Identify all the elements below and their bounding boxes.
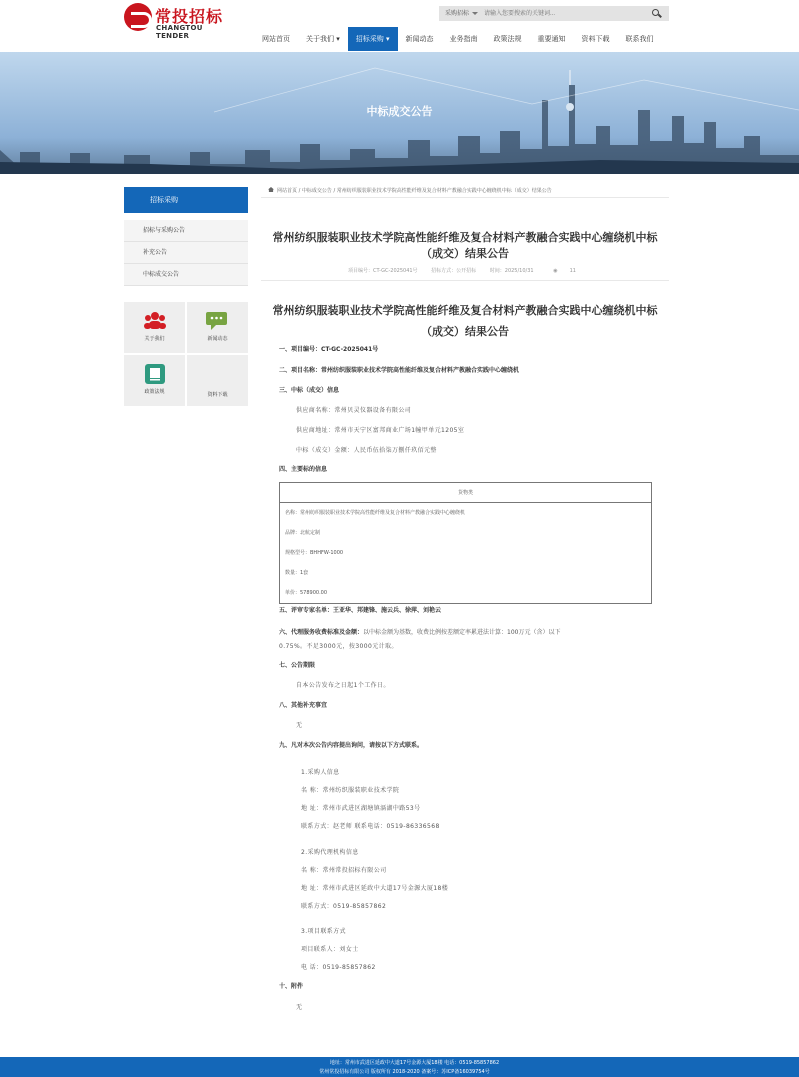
goods-table-header: 货物类 (280, 483, 651, 503)
breadcrumb-text[interactable]: 网站首页 / 中标成交公告 / 常州纺织服装职业技术学院高性能纤维及复合材料产教融合实践中心缠绕机中标（成交）结果公告 (277, 188, 552, 194)
section-notice-period: 七、公告期限 (279, 662, 316, 669)
supplier-name: 供应商名称：常州贝灵仪器设备有限公司 (296, 407, 412, 414)
people-icon (144, 311, 166, 329)
section-contact: 九、凡对本次公告内容提出询问，请按以下方式联系。 (279, 742, 424, 749)
logo-mark-icon (124, 3, 152, 31)
home-icon (268, 187, 274, 192)
quick-link-about[interactable] (124, 302, 185, 353)
site-logo[interactable] (124, 3, 234, 40)
service-fee-text-continued: 0.75%。不足3000元，按3000元计取。 (279, 643, 398, 650)
agency-info-title: 2.采购代理机构信息 (301, 849, 359, 856)
footer-address: 地址：常州市武进区延政中大道17号金源大厦18楼 电话：0519-85857862 (329, 1060, 500, 1066)
quick-links (124, 302, 248, 406)
quick-link-label: 资料下载 (207, 392, 228, 398)
section-main-items: 四、主要标的信息 (279, 466, 328, 473)
page-title: 常州纺织服装职业技术学院高性能纤维及复合材料产教融合实践中心缠绕机中标（成交）结果公告 (272, 231, 658, 260)
attachment-text: 无 (296, 1004, 303, 1011)
eye-icon: ◉ (553, 268, 558, 274)
nav-policy[interactable]: 政策法规 (493, 35, 522, 43)
section-project-number: 一、项目编号：CT-GC-2025041号 (279, 346, 379, 353)
middle-divider (261, 280, 669, 281)
section-award-info: 三、中标（成交）信息 (279, 387, 340, 394)
section-attachment: 十、附件 (279, 983, 304, 990)
sidebar-title: 招标采购 (124, 187, 248, 213)
section-service-fee (279, 627, 560, 636)
project-contact-person: 项目联系人：刘女士 (301, 946, 359, 953)
quick-link-label: 新闻动态 (207, 336, 228, 342)
notice-period-text: 自本公告发布之日起1个工作日。 (296, 682, 390, 689)
nav-contact[interactable]: 联系我们 (625, 35, 654, 43)
chat-icon (206, 312, 228, 330)
section-project-name: 二、项目名称：常州纺织服装职业技术学院高性能纤维及复合材料产教融合实践中心缠绕机 (279, 367, 520, 374)
award-amount: 中标（成交）金额：人民币伍拾柒万捌仟玖佰元整 (296, 447, 437, 454)
views-meta (547, 268, 582, 274)
quick-link-policy[interactable] (124, 355, 185, 406)
project-number-meta: 项目编号：CT-GC-2025041号 (348, 268, 418, 274)
sidebar (124, 187, 248, 286)
bid-method-meta: 招标方式：公开招标 (431, 268, 477, 274)
nav-home[interactable]: 网站首页 (262, 35, 290, 43)
search-button[interactable] (650, 8, 662, 19)
goods-brand-row: 品牌：北航定制 (285, 530, 321, 536)
project-contact-phone: 电 话：0519-85857862 (301, 964, 376, 971)
purchaser-info-title: 1.采购人信息 (301, 769, 340, 776)
search-bar (439, 6, 669, 21)
agency-contact: 联系方式：0519-85857862 (301, 903, 387, 910)
nav-tender[interactable]: 招标采购 ▾ (348, 27, 398, 51)
sidebar-item-tender-announcement[interactable]: 招标与采购公告 (124, 220, 248, 242)
goods-name-row: 名称：常州纺织服装职业技术学院高性能纤维及复合材料产教融合实践中心缠绕机 (285, 510, 466, 516)
nav-guide[interactable]: 业务指南 (449, 35, 478, 43)
section-other-matters: 八、其他补充事宜 (279, 702, 328, 709)
breadcrumb (268, 187, 552, 194)
goods-quantity-row: 数量：1套 (285, 570, 309, 576)
banner-title: 中标成交公告 (366, 105, 433, 118)
agency-address: 地 址：常州市武进区延政中大道17号金源大厦18楼 (301, 885, 449, 892)
other-matters-text: 无 (296, 722, 303, 729)
main-nav (254, 27, 662, 51)
logo-english-text: CHANGTOU TENDER (156, 24, 203, 40)
section-experts: 五、评审专家名单：王亚华、邦建锋、施云兵、徐萍、刘艳云 (279, 607, 442, 614)
top-divider (261, 197, 669, 198)
nav-about[interactable]: 关于我们 ▾ (306, 35, 340, 43)
quick-link-label: 关于我们 (144, 336, 165, 342)
agency-name: 名 称：常州常投招标有限公司 (301, 867, 387, 874)
purchaser-contact: 联系方式：赵老师 联系电话：0519-86336568 (301, 823, 440, 830)
footer-copyright: 常州常投招标有限公司 版权所有 2018-2020 备案号：苏ICP备16039754号 (319, 1069, 490, 1075)
quick-link-news[interactable] (187, 302, 248, 353)
nav-news[interactable]: 新闻动态 (405, 35, 434, 43)
goods-table (279, 482, 652, 604)
service-fee-text: 以中标金额为基数，收费比例按差额定率累进法计算：100万元（含）以下 (363, 629, 561, 636)
header (0, 0, 799, 52)
purchaser-name: 名 称：常州纺织服装职业技术学院 (301, 787, 400, 794)
search-input[interactable] (484, 8, 646, 19)
article-meta (261, 267, 669, 274)
sidebar-item-supplement[interactable]: 补充公告 (124, 242, 248, 264)
goods-price-row: 单价：578900.00 (285, 590, 328, 596)
book-icon (145, 364, 165, 384)
sidebar-list (124, 220, 248, 286)
nav-notice[interactable]: 重要通知 (537, 35, 566, 43)
view-count: 11 (569, 268, 576, 274)
footer (0, 1057, 799, 1077)
search-type-select[interactable]: 采购招标 (439, 6, 481, 21)
supplier-address: 供应商地址：常州市天宁区富邦商业广场1幢甲单元1205室 (296, 427, 465, 434)
purchaser-address: 地 址：常州市武进区湖塘镇滆湖中路53号 (301, 805, 421, 812)
nav-download[interactable]: 资料下载 (581, 35, 610, 43)
goods-model-row: 规格型号：BHHFW-1000 (285, 550, 344, 556)
project-contact-title: 3.项目联系方式 (301, 928, 346, 935)
sidebar-item-award[interactable]: 中标成交公告 (124, 264, 248, 286)
logo-chinese-text: 常投招标 (155, 7, 224, 26)
quick-link-label: 政策法规 (144, 389, 165, 395)
quick-link-download[interactable] (187, 355, 248, 406)
service-fee-label: 六、代理服务收费标准及金额： (279, 629, 364, 636)
publish-date-meta: 时间：2025/10/31 (489, 268, 534, 274)
body-title: 常州纺织服装职业技术学院高性能纤维及复合材料产教融合实践中心缠绕机中标（成交）结果公告 (272, 304, 658, 338)
